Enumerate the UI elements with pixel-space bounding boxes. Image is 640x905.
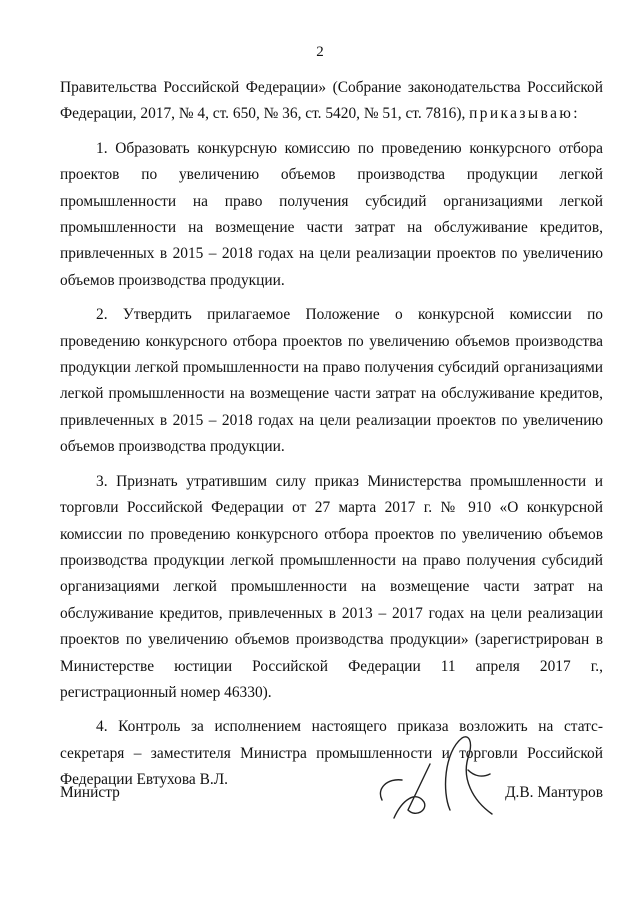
order-item-3: 3. Признать утратившим силу приказ Министерства промышленности и торговли Российской Федерации от 27 марта 2017 г. № 910 «О конкурсной комиссии по проведению конкурсного отбора проектов по увеличению объемов производства продукции легкой промышленности на право получения субсидий организациями легкой промышленности на возмещение части затрат на обслуживание кредитов, привлеченных в 2013 – 2017 годах на цели реализации проектов по увеличению объемов производства продукции» (зарегистрирован в Министерстве юстиции Российской Федерации 11 апреля 2017 г., регистрационный номер 46330).: [60, 472, 603, 701]
order-item-4: 4. Контроль за исполнением настоящего приказа возложить на статс-секретаря – заместителя Министра промышленности и торговли Российской Федерации Евтухова В.Л.: [60, 718, 603, 789]
intro-paragraph: [60, 75, 603, 128]
page-number: 2: [316, 44, 324, 60]
order-item-1: 1. Образовать конкурсную комиссию по проведению конкурсного отбора проектов по увеличению объемов производства продукции легкой промышленности на право получения субсидий организациями легкой промышленности на возмещение части затрат на обслуживание кредитов, привлеченных в 2015 – 2018 годах на цели реализации проектов по увеличению объемов производства продукции.: [60, 139, 603, 289]
intro-text: Правительства Российской Федерации» (Собрание законодательства Российской Федерации, 2017, № 4, ст. 650, № 36, ст. 5420, № 51, ст. 7816),: [60, 79, 603, 123]
signatory-name: Д.В. Мантуров: [505, 784, 603, 801]
document-body: [60, 75, 603, 802]
order-word: приказываю:: [469, 105, 580, 123]
signatory-title: Министр: [60, 784, 120, 801]
order-item-2: 2. Утвердить прилагаемое Положение о конкурсной комиссии по проведению конкурсного отбора проектов по увеличению объемов производства продукции легкой промышленности на право получения субсидий организациями легкой промышленности на возмещение части затрат на обслуживание кредитов, привлеченных в 2015 – 2018 годах на цели реализации проектов по увеличению объемов производства продукции.: [60, 306, 603, 456]
handwritten-signature: [372, 730, 502, 830]
